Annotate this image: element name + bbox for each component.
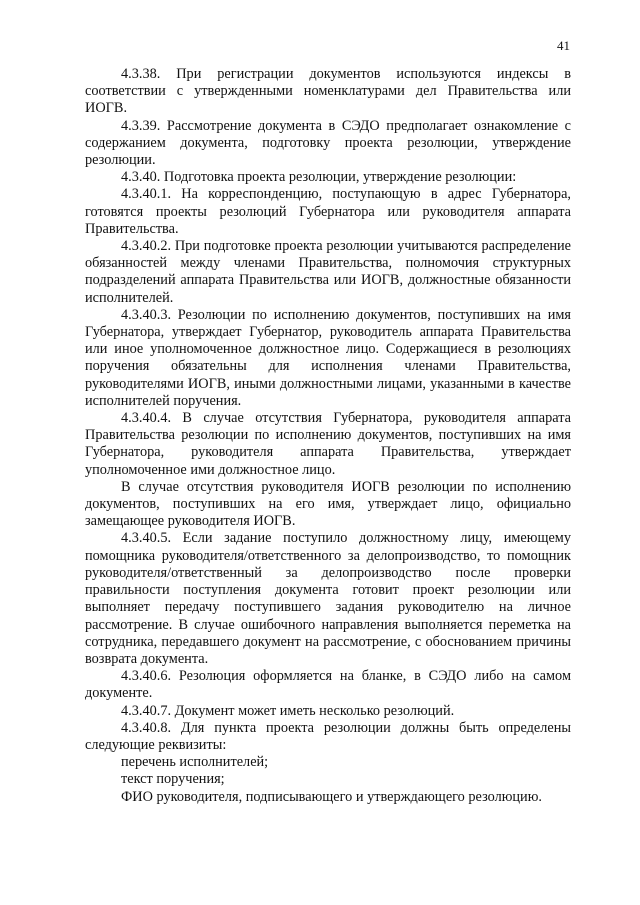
body-text bbox=[85, 66, 571, 806]
paragraph-4-3-40-8: 4.3.40.8. Для пункта проекта резолюции должны быть определены следующие реквизиты: bbox=[85, 719, 571, 753]
paragraph-4-3-40-3: 4.3.40.3. Резолюции по исполнению документов, поступивших на имя Губернатора, утверждает Губернатор, руководитель аппарата Правительства или иное уполномоченное должностное лицо. Содержащиеся в резолюциях поручения обязательны для исполнения членами Правительства, руководителями ИОГВ, иными должностными лицами, указанными в качестве исполнителей поручения. bbox=[85, 306, 571, 409]
paragraph-4-3-40-4: 4.3.40.4. В случае отсутствия Губернатора, руководителя аппарата Правительства резолюции по исполнению документов, поступивших на имя Губернатора, руководителя аппарата Правительства, утверждает уполномоченное ими должностное лицо. bbox=[85, 410, 571, 478]
paragraph-4-3-40-7: 4.3.40.7. Документ может иметь несколько резолюций. bbox=[121, 702, 455, 719]
paragraph-4-3-38: 4.3.38. При регистрации документов используются индексы в соответствии с утвержденными номенклатурами дел Правительства или ИОГВ. bbox=[85, 66, 571, 117]
list-item: перечень исполнителей; bbox=[121, 754, 269, 771]
list-item: ФИО руководителя, подписывающего и утверждающего резолюцию. bbox=[121, 788, 542, 805]
paragraph-4-3-40-6: 4.3.40.6. Резолюция оформляется на бланке, в СЭДО либо на самом документе. bbox=[85, 668, 571, 702]
page-number: 41 bbox=[557, 38, 570, 53]
paragraph-4-3-40-1: 4.3.40.1. На корреспонденцию, поступающую в адрес Губернатора, готовятся проекты резолюций Губернатора или руководителя аппарата Правительства. bbox=[85, 186, 571, 237]
paragraph-4-3-39: 4.3.39. Рассмотрение документа в СЭДО предполагает ознакомление с содержанием документа, подготовку проекта резолюции, утверждение резолюции. bbox=[85, 117, 571, 169]
paragraph-4-3-40-4-cont: В случае отсутствия руководителя ИОГВ резолюции по исполнению документов, поступивших на его имя, утверждает лицо, официально замещающее руководителя ИОГВ. bbox=[85, 478, 571, 530]
paragraph-4-3-40: 4.3.40. Подготовка проекта резолюции, утверждение резолюции: bbox=[121, 169, 517, 186]
list-item: текст поручения; bbox=[121, 771, 225, 788]
paragraph-4-3-40-2: 4.3.40.2. При подготовке проекта резолюции учитываются распределение обязанностей между членами Правительства, полномочия структурных подразделений аппарата Правительства или ИОГВ, должностные обязанности исполнителей. bbox=[85, 238, 571, 306]
paragraph-4-3-40-5: 4.3.40.5. Если задание поступило должностному лицу, имеющему помощника руководителя/ответственного за делопроизводство, то помощник руководителя/ответственный за делопроизводство после проверки правильности поступления документа готовит проект резолюции или выполняет передачу поступившего задания руководителю на личное рассмотрение. В случае ошибочного направления выполняется переметка на сотрудника, передавшего документ на рассмотрение, с обоснованием причины возврата документа. bbox=[85, 530, 571, 667]
